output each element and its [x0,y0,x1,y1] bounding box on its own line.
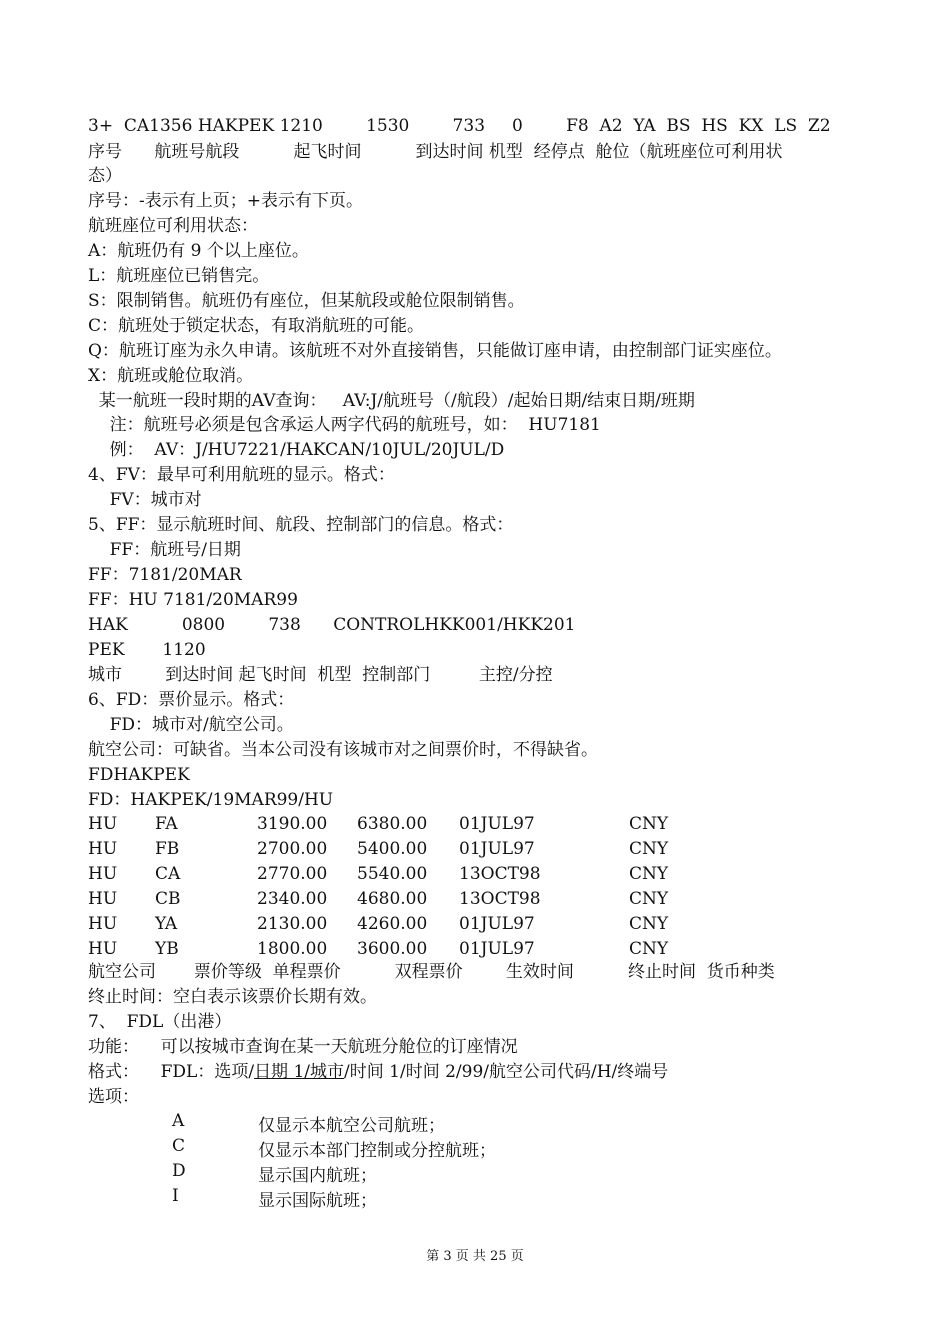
fare-cell: 13OCT98 [459,864,541,884]
fare-cell: 13OCT98 [459,889,541,909]
fare-cell: 2770.00 [257,864,328,884]
fare-cell: HU [88,914,118,934]
text-line: 序号：-表示有上页；+表示有下页。 [88,191,363,211]
text-line: 航空公司：可缺省。当本公司没有该城市对之间票价时，不得缺省。 [88,740,598,760]
option-description: 仅显示本部门控制或分控航班； [258,1141,496,1161]
text-line: 例： AV：J/HU7221/HAKCAN/10JUL/20JUL/D [88,440,505,460]
fare-cell: CNY [629,914,669,934]
text-line: FF：7181/20MAR [88,565,242,585]
text-line: 4、FV：最早可利用航班的显示。格式： [88,465,395,485]
fare-cell: 01JUL97 [459,914,535,934]
text-line: HAK 0800 738 CONTROLHKK001/HKK201 [88,615,576,635]
fare-cell: CNY [629,814,669,834]
fare-cell: YA [155,914,178,934]
fare-cell: 01JUL97 [459,839,535,859]
text-line: FD：城市对/航空公司。 [88,715,294,735]
text-line: 态） [88,166,122,186]
text-line: Q：航班订座为永久申请。该航班不对外直接销售，只能做订座申请，由控制部门证实座位。 [88,341,782,361]
fare-cell: 3190.00 [257,814,328,834]
fare-cell: 5540.00 [357,864,428,884]
fare-cell: CNY [629,889,669,909]
option-description: 仅显示本航空公司航班； [258,1116,445,1136]
option-code: C [172,1136,186,1156]
fare-cell: CA [155,864,181,884]
fare-cell: HU [88,939,118,959]
option-code: D [172,1161,186,1181]
fare-cell: 6380.00 [357,814,428,834]
text-line: 城市 到达时间 起飞时间 机型 控制部门 主控/分控 [88,665,553,685]
text-line: FD：HAKPEK/19MAR99/HU [88,790,334,810]
format-underlined: 日期 1/城市 [254,1062,345,1082]
fare-cell: HU [88,864,118,884]
text-line: 某一航班一段时期的AV查询： AV:J/航班号（/航段）/起始日期/结束日期/班期 [88,391,695,411]
format-suffix: /时间 1/时间 2/99/航空公司代码/H/终端号 [344,1062,669,1082]
fare-cell: 1800.00 [257,939,328,959]
text-line: 5、FF：显示航班时间、航段、控制部门的信息。格式： [88,515,514,535]
fare-table-legend: 航空公司 票价等级 单程票价 双程票价 生效时间 终止时间 货币种类 [88,962,775,982]
text-line: 序号 航班号航段 起飞时间 到达时间 机型 经停点 舱位（航班座位可利用状 [88,142,783,162]
fare-cell: YB [155,939,179,959]
text-line: X：航班或舱位取消。 [88,366,254,386]
fare-cell: FA [155,814,178,834]
text-line: 航班座位可利用状态： [88,216,258,236]
fare-cell: 4680.00 [357,889,428,909]
fare-cell: CB [155,889,181,909]
fare-cell: 01JUL97 [459,814,535,834]
text-line: 7、 FDL（出港） [88,1012,232,1032]
text-line: 3+ CA1356 HAKPEK 1210 1530 733 0 F8 A2 YA BS HS KX LS Z2 [88,116,831,136]
fare-cell: 2130.00 [257,914,328,934]
fare-cell: CNY [629,864,669,884]
text-line: C：航班处于锁定状态，有取消航班的可能。 [88,316,425,336]
text-line: 终止时间：空白表示该票价长期有效。 [88,987,377,1007]
text-line: 6、FD：票价显示。格式： [88,690,295,710]
fare-cell: HU [88,889,118,909]
fare-cell: HU [88,839,118,859]
fare-cell: 2700.00 [257,839,328,859]
format-prefix: 格式： FDL：选项/ [88,1062,255,1082]
fare-cell: 2340.00 [257,889,328,909]
option-code: A [172,1111,185,1131]
options-label: 选项： [88,1087,139,1107]
fare-cell: HU [88,814,118,834]
text-line: 注：航班号必须是包含承运人两字代码的航班号，如： HU7181 [88,415,601,435]
text-line: A：航班仍有 9 个以上座位。 [88,241,309,261]
format-line [88,1061,668,1083]
text-line: PEK 1120 [88,640,206,660]
fare-cell: 5400.00 [357,839,428,859]
text-line: FV：城市对 [88,490,202,510]
fare-cell: 01JUL97 [459,939,535,959]
fare-cell: CNY [629,939,669,959]
page-footer: 第 3 页 共 25 页 [426,1249,524,1264]
option-description: 显示国际航班； [258,1191,377,1211]
text-line: FF：航班号/日期 [88,540,241,560]
fare-cell: 3600.00 [357,939,428,959]
text-line: L：航班座位已销售完。 [88,266,270,286]
text-line: 功能： 可以按城市查询在某一天航班分舱位的订座情况 [88,1037,518,1057]
text-line: S：限制销售。航班仍有座位，但某航段或舱位限制销售。 [88,291,525,311]
fare-cell: 4260.00 [357,914,428,934]
fare-cell: FB [155,839,180,859]
option-code: I [172,1186,179,1206]
fare-cell: CNY [629,839,669,859]
option-description: 显示国内航班； [258,1166,377,1186]
text-line: FF：HU 7181/20MAR99 [88,590,298,610]
text-line: FDHAKPEK [88,765,190,785]
